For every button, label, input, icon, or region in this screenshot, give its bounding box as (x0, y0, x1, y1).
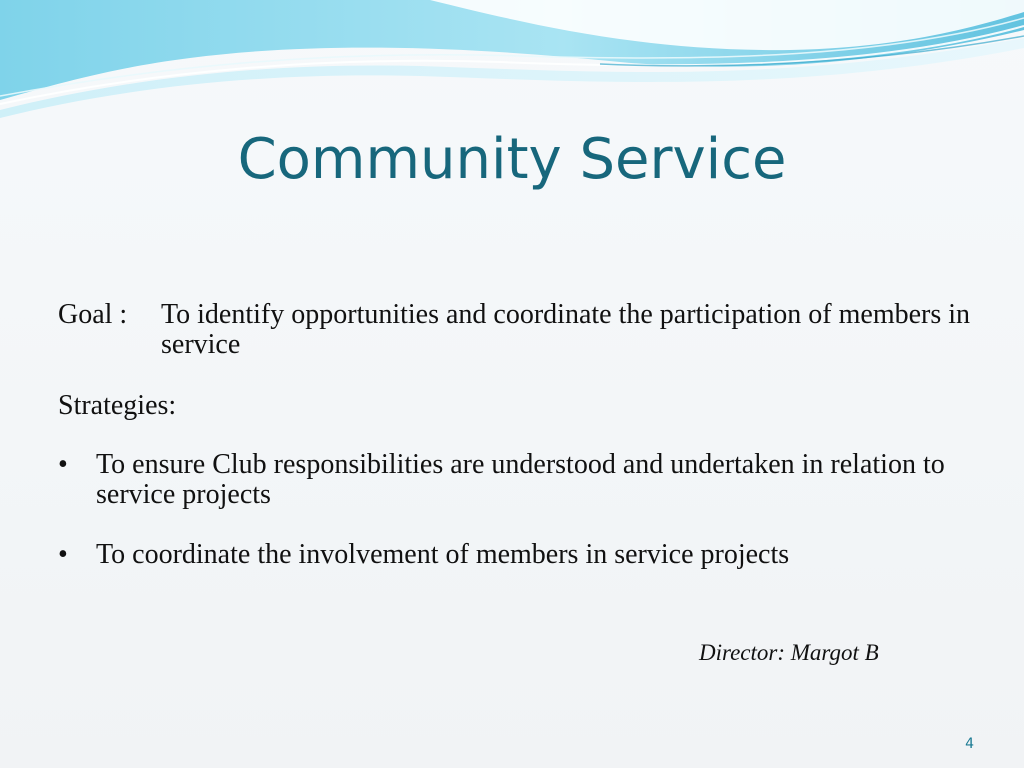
bullet-dot-icon: • (58, 539, 68, 570)
strategy-item: To ensure Club responsibilities are understood and undertaken in relation to service projects (96, 449, 945, 510)
slide-title: Community Service (237, 127, 787, 192)
header-wave-decoration (0, 0, 1024, 130)
page-number: 4 (965, 736, 974, 752)
director-credit: Director: Margot B (699, 640, 879, 665)
goal-label: Goal : (58, 299, 128, 330)
strategy-item: To coordinate the involvement of members in service projects (96, 539, 790, 570)
goal-text: To identify opportunities and coordinate the participation of members in service (161, 299, 971, 360)
strategies-label: Strategies: (58, 390, 177, 421)
bullet-dot-icon: • (58, 449, 68, 480)
